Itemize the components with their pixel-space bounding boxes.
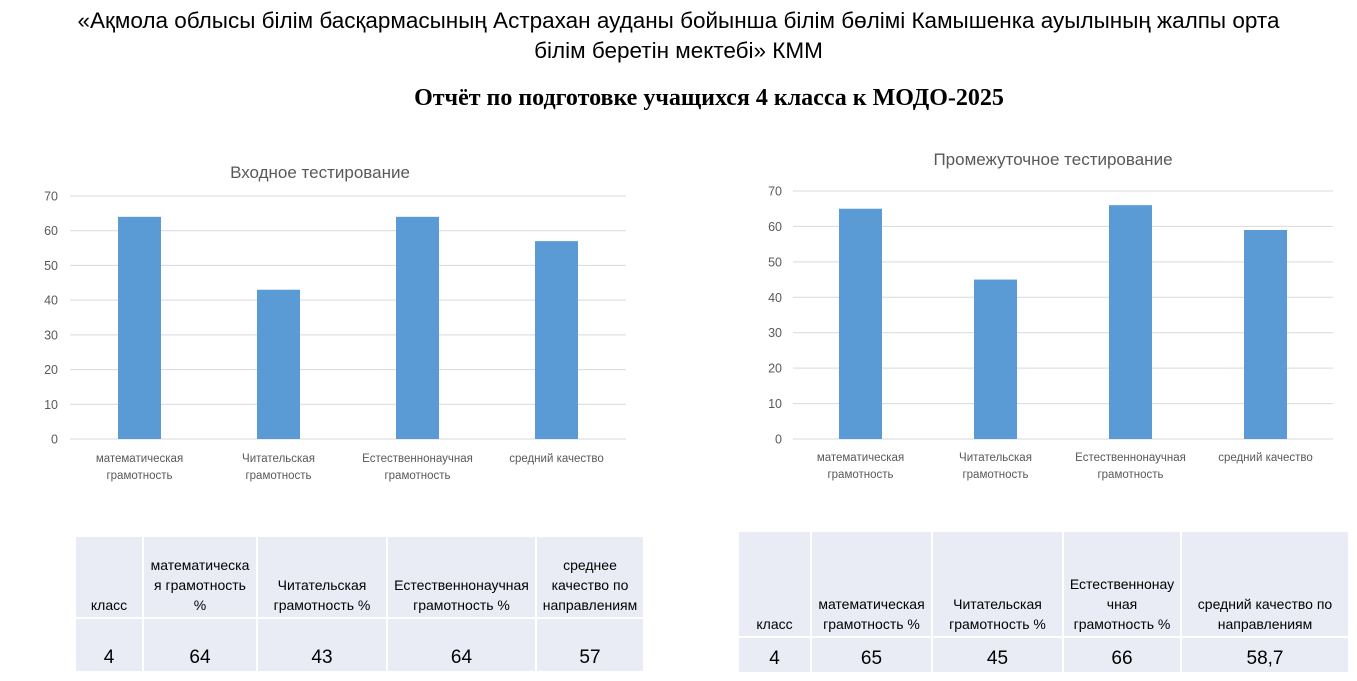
chart-title: Входное тестирование [230, 163, 410, 182]
category-label: Естественнонаучная грамотность [362, 453, 473, 482]
table-header-cell: Естественнонаучная грамотность % [387, 536, 536, 618]
category-label: Естественнонаучная грамотность [1075, 452, 1186, 481]
y-tick-label: 60 [768, 219, 782, 234]
bar [1109, 205, 1152, 439]
y-tick-label: 30 [768, 326, 782, 341]
school-header [0, 6, 1357, 66]
category-label: Читательская грамотность [242, 453, 315, 482]
table-header-cell: Естественнонау чная грамотность % [1063, 531, 1181, 637]
category-label: математическая грамотность [95, 453, 184, 482]
bar [396, 217, 439, 439]
y-tick-label: 40 [44, 293, 58, 308]
table-row [75, 618, 644, 672]
y-tick-label: 0 [51, 432, 58, 447]
y-tick-label: 70 [44, 189, 58, 204]
bar [257, 290, 300, 439]
y-tick-label: 70 [768, 184, 782, 199]
bar [118, 217, 161, 439]
table-cell: 43 [257, 618, 387, 672]
bar [839, 209, 882, 439]
chart-title: Промежуточное тестирование [933, 150, 1173, 169]
table-cell: 4 [75, 618, 143, 672]
bar [535, 241, 578, 439]
table-header-cell: среднее качество по направлениям [536, 536, 644, 618]
interim-test-table [737, 530, 1350, 674]
y-tick-label: 40 [768, 290, 782, 305]
table-header-cell: Читательская грамотность % [932, 531, 1063, 637]
table-cell: 64 [143, 618, 257, 672]
table-header-cell: класс [75, 536, 143, 618]
y-tick-label: 10 [768, 397, 782, 412]
y-tick-label: 50 [768, 255, 782, 270]
table-header-cell: Читательская грамотность % [257, 536, 387, 618]
interim-test-chart [680, 130, 1357, 510]
bar [974, 280, 1017, 439]
y-tick-label: 60 [44, 224, 58, 239]
category-label: Читательская грамотность [959, 452, 1032, 481]
y-tick-label: 20 [768, 361, 782, 376]
table-row [738, 637, 1349, 673]
y-tick-label: 10 [44, 397, 58, 412]
y-tick-label: 20 [44, 363, 58, 378]
entry-test-chart [0, 130, 680, 510]
table-header-cell: математическая грамотность % [811, 531, 932, 637]
y-tick-label: 50 [44, 258, 58, 273]
table-header-row [738, 531, 1349, 637]
report-title: Отчёт по подготовке учащихся 4 класса к МОДО-2025 [414, 85, 1004, 111]
category-label: средний качество [509, 453, 604, 465]
school-header-line-1: «Ақмола облысы білім басқармасының Астрахан ауданы бойынша білім бөлімі Камышенка ауылының жалпы орта [77, 8, 1280, 33]
y-tick-label: 0 [775, 432, 782, 447]
table-cell: 4 [738, 637, 811, 673]
table-header-row [75, 536, 644, 618]
entry-test-table [74, 535, 645, 673]
table-cell: 66 [1063, 637, 1181, 673]
table-cell: 45 [932, 637, 1063, 673]
table-cell: 58,7 [1181, 637, 1349, 673]
category-label: средний качество [1218, 452, 1313, 464]
bar [1244, 230, 1287, 439]
table-cell: 64 [387, 618, 536, 672]
category-label: математическая грамотность [816, 452, 905, 481]
table-cell: 57 [536, 618, 644, 672]
table-header-cell: средний качество по направлениям [1181, 531, 1349, 637]
y-tick-label: 30 [44, 328, 58, 343]
table-header-cell: класс [738, 531, 811, 637]
school-header-line-2: білім беретін мектебі» КММ [534, 38, 823, 63]
table-cell: 65 [811, 637, 932, 673]
table-header-cell: математическа я грамотность % [143, 536, 257, 618]
